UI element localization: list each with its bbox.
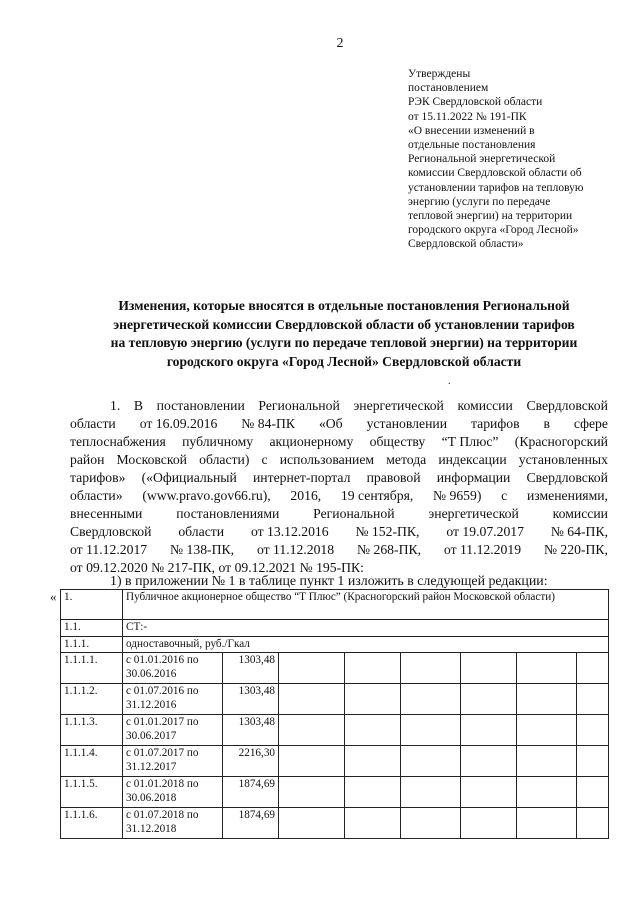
title-line: Изменения, которые вносятся в отдельные постановления Региональной (118, 298, 570, 313)
body-word: комиссии (552, 506, 608, 521)
empty-cell (461, 808, 517, 839)
page-number: 2 (336, 36, 344, 51)
empty-cell (577, 777, 609, 808)
empty-cell (517, 684, 577, 715)
title-line: энергетической комиссии Свердловской области об установлении тарифов (113, 316, 575, 332)
tariff-table (60, 589, 609, 839)
body-word: интернет-портал (252, 470, 351, 485)
body-word: № 220-ПК, (543, 542, 608, 557)
body-word: области (178, 524, 225, 539)
organization-name: Публичное акционерное общество “Т Плюс” (Красногорский район Московской области) (123, 590, 609, 620)
row-number: 1.1. (61, 620, 123, 637)
empty-cell (517, 715, 577, 746)
empty-cell (401, 653, 461, 684)
approval-line: установлении тарифов на тепловую (408, 181, 584, 194)
empty-cell (345, 653, 401, 684)
empty-cell (577, 653, 609, 684)
body-word: индексации (438, 452, 507, 467)
empty-cell (517, 777, 577, 808)
body-word: 1. (110, 398, 121, 413)
document-title (62, 297, 626, 371)
body-word: комиссии (457, 398, 513, 413)
approval-line: энергию (услуги по передаче (408, 195, 551, 208)
approval-line: Утверждены (408, 68, 471, 80)
approval-line: комиссии Свердловской области об (408, 167, 582, 180)
body-word: с (501, 488, 508, 503)
body-word: метода (386, 452, 427, 467)
approval-line: «О внесении изменений в (408, 124, 535, 137)
empty-cell (401, 715, 461, 746)
table-open-quote: « (50, 589, 57, 604)
row-number: 1.1.1.4. (61, 746, 123, 777)
table-row (61, 808, 609, 839)
approval-line: Свердловской области» (408, 238, 524, 251)
body-word: с (261, 452, 268, 467)
table-row (61, 684, 609, 715)
body-word: («Официальный (141, 470, 237, 485)
empty-cell (517, 808, 577, 839)
empty-cell (345, 746, 401, 777)
empty-cell (279, 653, 345, 684)
body-word: акционерному (269, 434, 354, 449)
row-number: 1.1.1. (61, 636, 123, 653)
body-line (70, 397, 608, 415)
title-line: на тепловую энергию (услуги по передаче тепловой энергии) на территории (110, 335, 578, 350)
empty-cell (345, 684, 401, 715)
body-word: № 268-ПК, (357, 542, 422, 557)
approval-line: от 15.11.2022 № 191-ПК (408, 110, 527, 123)
row-number: 1.1.1.2. (61, 684, 123, 715)
empty-cell (401, 746, 461, 777)
body-word: тарифов (470, 416, 520, 431)
title-line: городского округа «Город Лесной» Свердловской области (166, 353, 522, 369)
body-word: (Красногорский (514, 434, 608, 449)
body-line (70, 505, 608, 523)
body-word: в (543, 416, 550, 431)
table-row (61, 715, 609, 746)
empty-cell (577, 746, 609, 777)
value-cell: 1303,48 (223, 684, 279, 715)
body-word: Московской (116, 452, 187, 467)
empty-cell (461, 715, 517, 746)
body-word: публичному (182, 434, 254, 449)
body-word: сфере (573, 416, 608, 431)
body-word: энергетической (353, 398, 444, 413)
table-row (61, 777, 609, 808)
empty-cell (345, 715, 401, 746)
body-word: информации (436, 470, 511, 485)
row-number: 1.1.1.3. (61, 715, 123, 746)
body-word: области (70, 416, 116, 431)
body-word: энергетической (428, 506, 519, 521)
body-word: установлении (366, 416, 448, 431)
empty-cell (461, 653, 517, 684)
empty-cell (279, 777, 345, 808)
empty-cell (461, 684, 517, 715)
body-word: № 138-ПК, (170, 542, 235, 557)
body-word: Региональной (313, 506, 395, 521)
body-line (70, 469, 608, 487)
value-cell: 2216,30 (223, 746, 279, 777)
body-word: от 16.09.2016 (139, 416, 218, 431)
body-word: изменениями, (526, 488, 608, 503)
empty-cell (517, 653, 577, 684)
body-line (70, 523, 608, 541)
table-row (61, 590, 609, 620)
body-line (70, 541, 608, 559)
body-word: (www.pravo.gov66.ru), (142, 488, 271, 503)
body-word: Свердловской (526, 398, 608, 413)
empty-cell (345, 808, 401, 839)
empty-cell (279, 684, 345, 715)
row-number: 1.1.1.6. (61, 808, 123, 839)
body-word: № 9659) (433, 488, 482, 503)
body-word: использованием (279, 452, 375, 467)
body-word: Свердловской (70, 524, 152, 539)
body-line (70, 433, 608, 451)
empty-cell (345, 777, 401, 808)
body-word: № 152-ПК, (355, 524, 420, 539)
empty-cell (577, 715, 609, 746)
table-row (61, 653, 609, 684)
table-row (61, 636, 609, 653)
value-cell: 1874,69 (223, 808, 279, 839)
period-cell: с 01.01.2016 по 30.06.2016 (123, 653, 223, 684)
table-row (61, 620, 609, 637)
body-word: Свердловской (526, 470, 608, 485)
body-word: внесенными (70, 506, 143, 521)
stray-mark: . (448, 376, 451, 387)
approval-line: постановлением (408, 82, 489, 95)
body-line (70, 451, 608, 469)
body-line (70, 487, 608, 505)
body-word: области» (70, 488, 123, 503)
row-number: 1.1.1.5. (61, 777, 123, 808)
body-word: «Об (318, 416, 343, 431)
body-word: постановлении (156, 398, 245, 413)
value-cell: 1874,69 (223, 777, 279, 808)
period-cell: с 01.07.2016 по 31.12.2016 (123, 684, 223, 715)
row-number: 1.1.1.1. (61, 653, 123, 684)
approval-block (408, 67, 608, 252)
body-word: обществу (369, 434, 426, 449)
approval-line: Региональной энергетической (408, 153, 556, 166)
body-word: от 19.07.2017 (446, 524, 524, 539)
body-word: правовой (366, 470, 421, 485)
body-word: “Т Плюс” (441, 434, 499, 449)
row-label: СТ:- (123, 620, 609, 637)
body-word: В (133, 398, 144, 413)
body-word: установленных (518, 452, 608, 467)
empty-cell (577, 684, 609, 715)
period-cell: с 01.01.2018 по 30.06.2018 (123, 777, 223, 808)
empty-cell (461, 777, 517, 808)
body-word: постановлениями (176, 506, 280, 521)
body-word: от 13.12.2016 (250, 524, 329, 539)
period-cell: с 01.07.2017 по 31.12.2017 (123, 746, 223, 777)
body-word: 2016, (290, 488, 322, 503)
body-word: области) (199, 452, 250, 467)
empty-cell (401, 808, 461, 839)
empty-cell (279, 808, 345, 839)
row-label: одноставочный, руб./Гкал (123, 636, 609, 653)
value-cell: 1303,48 (223, 715, 279, 746)
empty-cell (517, 746, 577, 777)
empty-cell (401, 777, 461, 808)
empty-cell (577, 808, 609, 839)
approval-line: РЭК Свердловской области (408, 96, 543, 109)
body-paragraph (70, 397, 608, 577)
body-word: № 84-ПК (241, 416, 296, 431)
body-word: от 11.12.2017 (70, 542, 148, 557)
body-word: от 11.12.2019 (443, 542, 522, 557)
item-instruction: 1) в приложении № 1 в таблице пункт 1 изложить в следующей редакции: (110, 574, 548, 589)
row-number: 1. (61, 590, 123, 620)
empty-cell (461, 746, 517, 777)
body-word: теплоснабжения (70, 434, 166, 449)
body-line (70, 415, 608, 433)
body-word: 19 сентября, (340, 488, 414, 503)
body-word: от 09.12.2020 № 217-ПК, от 09.12.2021 № 195-ПК: (70, 560, 364, 575)
period-cell: с 01.07.2018 по 31.12.2018 (123, 808, 223, 839)
approval-line: отдельные постановления (408, 139, 536, 152)
value-cell: 1303,48 (223, 653, 279, 684)
table-row (61, 746, 609, 777)
body-word: район (70, 452, 105, 467)
period-cell: с 01.01.2017 по 30.06.2017 (123, 715, 223, 746)
empty-cell (279, 746, 345, 777)
approval-line: тепловой энергии) на территории (408, 210, 573, 223)
empty-cell (401, 684, 461, 715)
empty-cell (279, 715, 345, 746)
body-word: Региональной (258, 398, 340, 413)
body-word: тарифов» (70, 470, 126, 485)
body-word: от 11.12.2018 (256, 542, 335, 557)
body-word: № 64-ПК, (550, 524, 608, 539)
approval-line: городского округа «Город Лесной» (408, 224, 579, 237)
